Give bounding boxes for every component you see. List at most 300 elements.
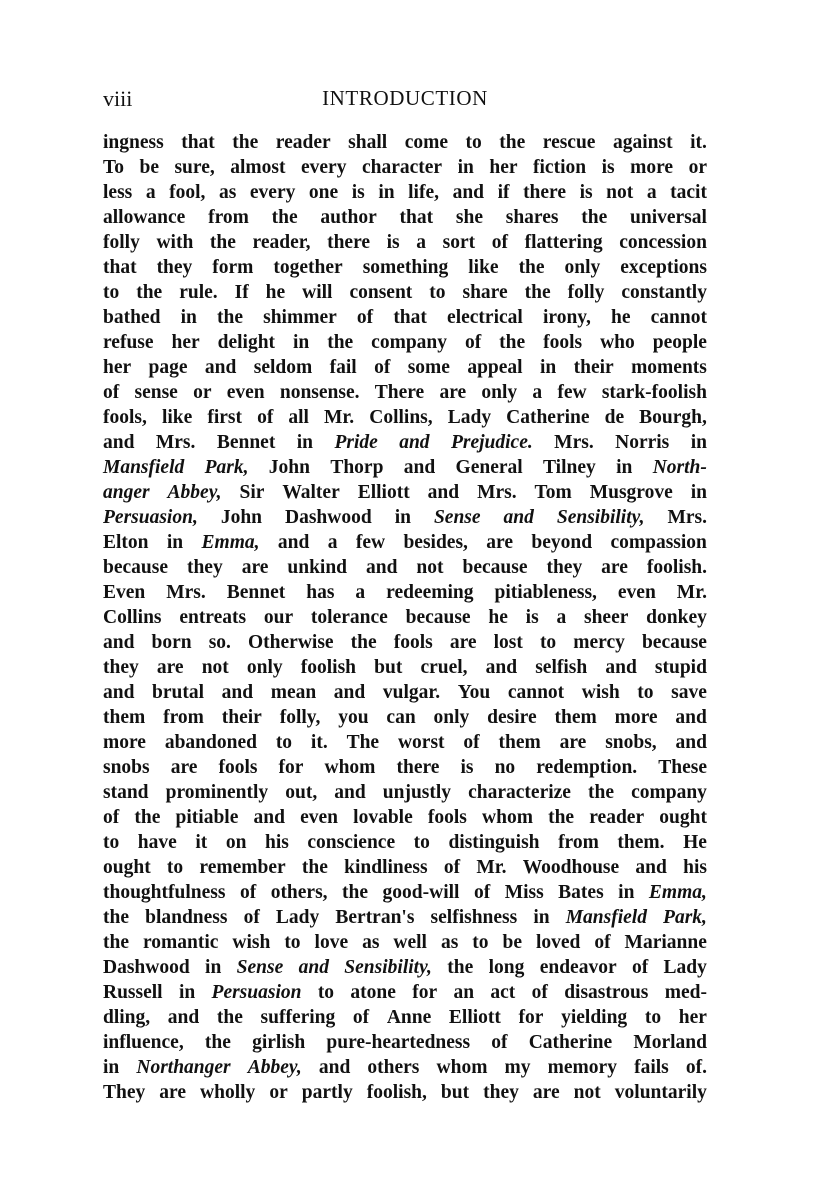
word: The [346,732,380,753]
word: Thorp [330,457,384,478]
word: are [486,532,514,553]
word: an [453,982,475,1003]
word: redemption. [536,757,638,778]
text-line [103,430,707,455]
word: sort [442,232,476,253]
word: wish [581,682,620,703]
page-header [103,86,707,114]
word: in [293,332,310,353]
word: folly, [279,707,321,728]
text-line [103,855,707,880]
word: a [556,607,567,628]
word: partly [301,1082,353,1103]
word: are [559,732,587,753]
text-line [103,530,707,555]
word: together [273,257,343,278]
word: Collins [103,607,162,628]
word: the [232,132,259,153]
word: These [658,757,707,778]
text-line [103,255,707,280]
word: stupid [654,657,707,678]
word: allowance [103,207,186,228]
word: Catherine [506,407,590,428]
word: cannot [507,682,565,703]
word: of [473,882,491,903]
word: is [579,182,593,203]
text-line [103,780,707,805]
word: in [103,1057,120,1078]
word: seldom [253,357,313,378]
word: refuse [103,332,154,353]
text-line [103,980,707,1005]
word: are [156,657,184,678]
word: sure, [174,157,215,178]
word: dling, [103,1007,151,1028]
word: and [675,732,707,753]
text-line [103,455,707,480]
word: to [539,632,557,653]
word: have [137,832,177,853]
word: yielding [561,1007,628,1028]
word: of [631,957,649,978]
text-line [103,505,707,530]
word: med- [664,982,707,1003]
word: Lady [447,407,492,428]
word: conscience [307,832,396,853]
word: people [652,332,707,353]
word: pure-heartedness [326,1032,471,1053]
word: a [416,232,427,253]
word: of [352,1007,370,1028]
word: it [195,832,208,853]
running-head: INTRODUCTION [322,86,488,110]
word: he [265,282,286,303]
word: whom [482,807,533,828]
word: of [491,1032,508,1053]
text-line [103,555,707,580]
word: there [327,232,371,253]
word: but [374,657,403,678]
word: rescue [542,132,596,153]
word: Persuasion, [103,507,198,528]
word: more [630,157,674,178]
word: a [145,182,156,203]
word: of [103,807,120,828]
word: more [614,707,658,728]
word: whom [324,757,376,778]
word: there [523,182,567,203]
word: Lady [275,907,320,928]
word: her [171,332,200,353]
word: their [573,357,614,378]
word: to [465,132,482,153]
word: and [403,457,436,478]
word: and [485,657,518,678]
word: and [605,657,637,678]
word: like [468,257,499,278]
word: not [201,657,229,678]
word: well [393,932,427,953]
word: Emma, [648,882,707,903]
word: few [557,382,587,403]
word: for [412,982,438,1003]
text-line [103,230,707,255]
word: from [208,207,249,228]
word: our [263,607,294,628]
word: a [327,532,338,553]
word: the [134,807,161,828]
word: Bertran's [335,907,415,928]
word: or [688,157,707,178]
word: Walter [282,482,340,503]
word: and [334,782,366,803]
text-line [103,1030,707,1055]
word: and [277,532,310,553]
word: Mrs. [166,582,206,603]
word: or [193,382,212,403]
word: of [594,932,611,953]
word: of [531,982,548,1003]
word: irony, [542,307,591,328]
word: folly [567,282,605,303]
word: donkey [646,607,707,628]
text-line [103,655,707,680]
word: that [103,257,137,278]
word: no [494,757,516,778]
word: not [606,182,634,203]
word: North- [652,457,707,478]
word: kindliness [344,857,428,878]
word: ought [103,857,151,878]
word: the [588,782,615,803]
word: that [181,132,215,153]
word: Even [103,582,146,603]
word: They [103,1082,146,1103]
word: Morland [633,1032,707,1053]
word: distinguish [448,832,540,853]
word: To [103,157,124,178]
word: shimmer [263,307,337,328]
word: are [159,1082,187,1103]
word: prominently [165,782,269,803]
word: the [209,232,236,253]
word: wish [232,932,271,953]
word: only [433,707,470,728]
word: to [317,982,335,1003]
word: in [180,307,197,328]
word: only [246,657,283,678]
word: the [216,307,243,328]
word: Mrs. [667,507,707,528]
word: less [103,182,133,203]
word: page [148,357,188,378]
word: moments [631,357,707,378]
word: nonsense. [279,382,360,403]
word: the [301,857,328,878]
word: act [490,982,516,1003]
word: as [440,932,459,953]
word: something [362,257,449,278]
word: of [257,407,274,428]
word: on [225,832,247,853]
word: will [302,282,333,303]
text-line [103,630,707,655]
text-line [103,955,707,980]
word: foolish. [646,557,707,578]
text-line [103,330,707,355]
word: them. [617,832,665,853]
word: of. [685,1057,707,1078]
word: not [416,557,444,578]
word: a [355,582,366,603]
word: and [333,682,366,703]
word: and [103,632,135,653]
word: save [671,682,707,703]
word: and [366,557,398,578]
word: and [167,1007,200,1028]
word: Bennet [226,582,286,603]
word: and [204,357,237,378]
word: General [455,457,523,478]
word: of [356,307,374,328]
word: Mrs. [554,432,594,453]
word: of [443,857,461,878]
word: voluntarily [614,1082,707,1103]
word: are [449,632,477,653]
word: flattering [524,232,603,253]
word: snobs, [605,732,657,753]
word: brutal [152,682,205,703]
word: exceptions [620,257,707,278]
word: Pride [334,432,378,453]
word: can [386,707,416,728]
word: love [314,932,349,953]
word: ought [659,807,707,828]
word: unkind [287,557,348,578]
word: be [139,157,159,178]
word: Persuasion [211,982,302,1003]
word: because [405,607,471,628]
word: Collins, [369,407,433,428]
word: because [103,557,168,578]
word: the [342,882,369,903]
word: constantly [621,282,707,303]
word: Mr. [676,582,707,603]
word: reader, [252,232,311,253]
text-line [103,680,707,705]
word: selfish [535,657,588,678]
page-number: viii [103,86,133,111]
word: company [371,332,448,353]
word: some [407,357,450,378]
word: Anne [386,1007,432,1028]
word: others [367,1057,420,1078]
word: is [525,607,539,628]
word: born [151,632,192,653]
word: You [457,682,491,703]
word: Sensibility, [556,507,645,528]
word: author [320,207,377,228]
word: Elliott [357,482,410,503]
word: mercy [573,632,625,653]
word: ingness [103,132,164,153]
text-line [103,705,707,730]
word: it. [690,132,707,153]
text-line [103,905,707,930]
word: her [489,157,518,178]
word: there [396,757,440,778]
word: the [271,207,298,228]
word: endeavor [539,957,617,978]
word: in [166,532,184,553]
word: others, [270,882,328,903]
text-line [103,605,707,630]
word: Mr. [476,857,507,878]
word: is [351,182,365,203]
word: wholly [200,1082,256,1103]
word: lovable [353,807,413,828]
word: from [558,832,599,853]
text-line [103,305,707,330]
word: Catherine [528,1032,613,1053]
word: of [239,882,257,903]
word: in [296,432,314,453]
word: and [103,432,135,453]
word: a [646,182,657,203]
word: consent [349,282,413,303]
word: almost [230,157,286,178]
word: is [601,157,615,178]
word: and [427,482,460,503]
word: to [103,282,120,303]
word: stark-foolish [601,382,707,403]
word: and [318,1057,351,1078]
body-paragraph [103,130,707,1105]
word: only [481,382,518,403]
word: to [637,682,654,703]
word: compassion [610,532,707,553]
word: he [488,607,508,628]
word: to [413,832,430,853]
word: out, [285,782,318,803]
word: rule. [179,282,218,303]
word: entreats [179,607,247,628]
word: and [399,432,430,453]
word: cannot [650,307,707,328]
word: and [298,957,329,978]
word: Bourgh, [639,407,707,428]
word: Norris [615,432,670,453]
word: shares [505,207,559,228]
word: of [243,907,260,928]
word: delight [217,332,276,353]
word: in [533,907,550,928]
word: as [218,182,237,203]
word: to [103,832,120,853]
text-line [103,1080,707,1105]
word: worst [397,732,445,753]
word: Mansfield [103,457,185,478]
word: foolish, [366,1082,427,1103]
word: Northanger [136,1057,231,1078]
word: Emma, [201,532,260,553]
word: Park, [204,457,249,478]
text-line [103,1005,707,1030]
word: memory [547,1057,617,1078]
word: reader [589,807,645,828]
word: sense [134,382,178,403]
word: that [399,207,434,228]
word: and [503,507,534,528]
word: bathed [103,307,161,328]
word: for [278,757,304,778]
word: every [301,157,347,178]
word: the [499,332,526,353]
text-line [103,355,707,380]
word: a [532,382,543,403]
word: Sense [236,957,284,978]
word: appeal [467,357,523,378]
word: the [524,282,551,303]
word: to [275,732,293,753]
word: Bennet [216,432,276,453]
text-line [103,155,707,180]
word: disastrous [564,982,649,1003]
word: fails [634,1057,669,1078]
word: for [518,1007,544,1028]
word: that [393,307,427,328]
word: characterize [468,782,571,803]
word: he [610,307,631,328]
word: even [617,582,656,603]
word: and [635,857,667,878]
word: their [221,707,262,728]
word: all [288,407,309,428]
word: against [612,132,673,153]
word: in [690,482,707,503]
word: fools [393,632,433,653]
word: even [300,807,339,828]
word: fail [329,357,357,378]
word: atone [350,982,396,1003]
word: his [683,857,707,878]
text-line [103,755,707,780]
word: with [156,232,194,253]
word: to [429,282,446,303]
word: in [457,157,474,178]
word: of [491,232,508,253]
word: in [539,357,557,378]
word: cruel, [420,657,468,678]
word: fiction [533,157,587,178]
text-line [103,930,707,955]
text-line [103,280,707,305]
word: Musgrove [589,482,673,503]
word: snobs [103,757,150,778]
word: universal [630,207,707,228]
word: because [462,557,528,578]
word: company [631,782,707,803]
word: remember [199,857,286,878]
word: you [338,707,369,728]
word: in [616,457,633,478]
text-line [103,1055,707,1080]
word: or [269,1082,288,1103]
word: Bates [558,882,604,903]
word: long [488,957,525,978]
word: share [462,282,508,303]
word: the [447,957,474,978]
